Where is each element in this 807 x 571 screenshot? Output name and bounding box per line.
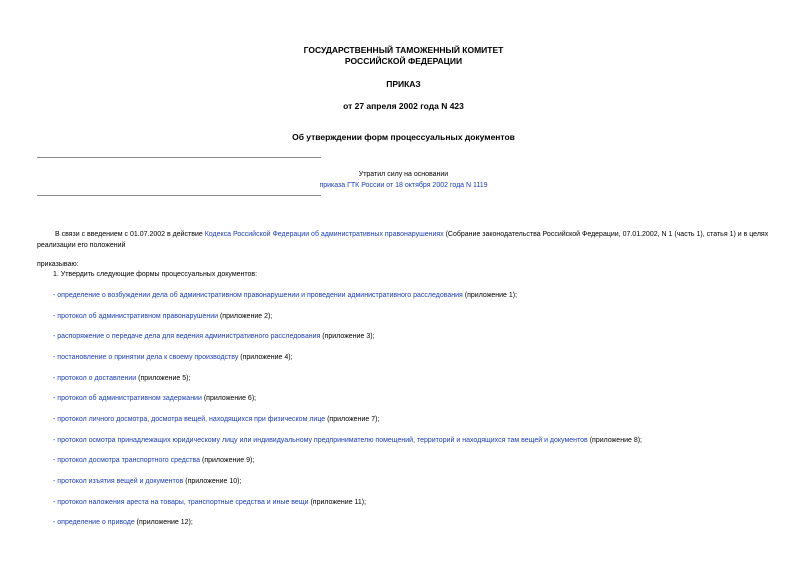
repeal-order-link[interactable]: приказа ГТК России от 18 октября 2002 года N 1119 <box>319 182 488 189</box>
divider-bottom <box>37 195 321 196</box>
preamble-prefix: В связи с введением с 01.07.2002 в действие <box>55 231 205 238</box>
list-item <box>53 394 256 404</box>
document-title: Об утверждении форм процессуальных документов <box>292 132 515 142</box>
list-item-dash: - <box>53 354 58 361</box>
appendix-link[interactable]: протокол о доставлении <box>57 375 137 382</box>
issuer-line-2: РОССИЙСКОЙ ФЕДЕРАЦИИ <box>344 56 463 66</box>
appendix-ref: (приложение 6); <box>201 395 257 402</box>
appendix-ref: (приложение 4); <box>238 354 293 361</box>
document-date: от 27 апреля 2002 года N 423 <box>343 101 464 111</box>
divider-top <box>37 157 321 158</box>
issuer-line-1: ГОСУДАРСТВЕННЫЙ ТАМОЖЕННЫЙ КОМИТЕТ <box>303 45 504 55</box>
appendix-link[interactable]: протокол осмотра принадлежащих юридическому лицу или индивидуальному предпринимателю помещений, территорий и находящихся там вещей и документов <box>57 437 588 444</box>
list-item-dash: - <box>53 292 58 299</box>
list-item-dash: - <box>53 416 58 423</box>
appendix-ref: (приложение 10); <box>183 478 242 485</box>
list-item-dash: - <box>53 313 58 320</box>
appendix-link[interactable]: определение о приводе <box>57 519 135 526</box>
appendix-ref: (приложение 2); <box>218 313 273 320</box>
appendix-ref: (приложение 7); <box>325 416 380 423</box>
list-item <box>53 353 293 363</box>
list-item-dash: - <box>53 457 58 464</box>
list-item <box>53 477 241 487</box>
list-item-dash: - <box>53 395 58 402</box>
appendix-link[interactable]: протокол личного досмотра, досмотра вещей, находящихся при физическом лице <box>57 416 326 423</box>
appendix-link[interactable]: протокол об административном правонарушении <box>57 313 219 320</box>
preamble-suffix: (Собрание законодательства Российской Федерации, 07.01.2002, N 1 (часть 1), статья 1) и в целях реализации его положений <box>37 231 769 249</box>
list-item-dash: - <box>53 519 58 526</box>
appendix-ref: (приложение 5); <box>136 375 191 382</box>
appendix-ref: (приложение 3); <box>320 333 375 340</box>
list-item <box>53 456 254 466</box>
appendix-link[interactable]: определение о возбуждении дела об административном правонарушении и проведении административного расследования <box>57 292 463 299</box>
appendix-ref: (приложение 9); <box>200 457 255 464</box>
list-item <box>53 332 375 342</box>
list-item <box>53 518 193 528</box>
appendix-ref: (приложение 8); <box>587 437 642 444</box>
list-item-dash: - <box>53 478 58 485</box>
appendix-link[interactable]: протокол досмотра транспортного средства <box>57 457 201 464</box>
list-item <box>53 312 272 322</box>
point-1: 1. Утвердить следующие формы процессуальных документов: <box>53 271 258 278</box>
list-item-dash: - <box>53 499 58 506</box>
list-item-dash: - <box>53 437 58 444</box>
list-item <box>53 415 379 425</box>
appendix-ref: (приложение 12); <box>134 519 193 526</box>
list-item-dash: - <box>53 375 58 382</box>
list-item <box>53 498 366 508</box>
appendix-link[interactable]: распоряжение о передаче дела для ведения административного расследования <box>57 333 321 340</box>
appendix-ref: (приложение 11); <box>308 499 367 506</box>
appendix-link[interactable]: постановление о принятии дела к своему производству <box>57 354 239 361</box>
document-type: ПРИКАЗ <box>386 79 421 89</box>
list-item <box>53 436 642 446</box>
list-item <box>53 374 190 384</box>
preamble-paragraph <box>37 229 777 251</box>
appendix-link[interactable]: протокол изъятия вещей и документов <box>57 478 184 485</box>
order-word: приказываю: <box>37 261 79 268</box>
appendix-link[interactable]: протокол об административном задержании <box>57 395 202 402</box>
appendix-link[interactable]: протокол наложения ареста на товары, транспортные средства и иные вещи <box>57 499 309 506</box>
status-text: Утратил силу на основании <box>358 171 449 178</box>
list-item <box>53 291 517 301</box>
koap-link[interactable]: Кодекса Российской Федерации об административных правонарушениях <box>204 231 444 238</box>
list-item-dash: - <box>53 333 58 340</box>
appendix-ref: (приложение 1); <box>462 292 518 299</box>
